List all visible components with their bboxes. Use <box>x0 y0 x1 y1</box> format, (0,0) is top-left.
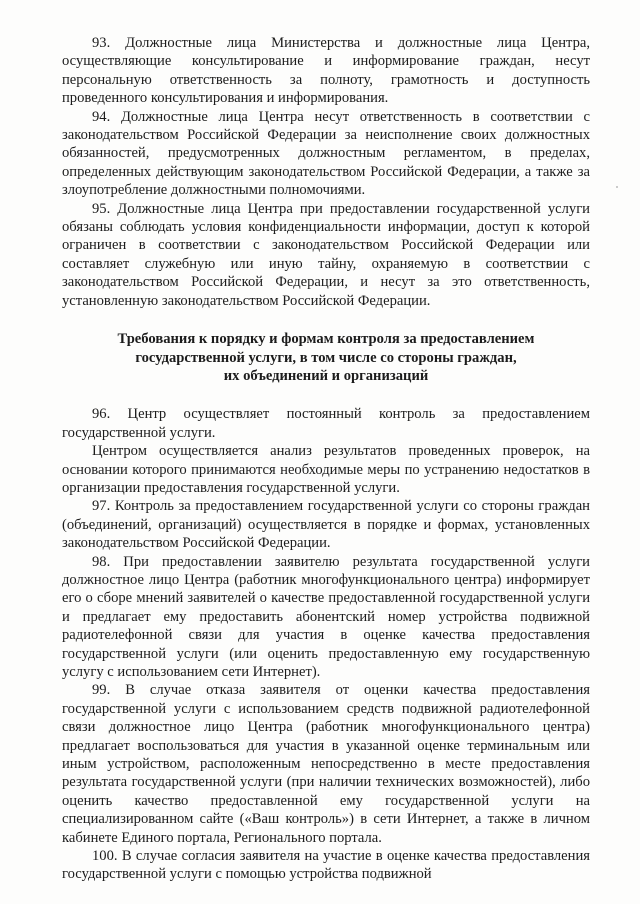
scan-speck <box>616 186 618 188</box>
paragraph-98: 98. При предоставлении заявителю результата государственной услуги должностное лицо Центра (работник многофункционального центра) информирует его о сборе мнений заявителей о качестве предоставленной государственной услуги и предлагает ему предоставить абонентский номер устройства подвижной радиотелефонной связи для участия в оценке качества предоставления государственной услуги (или оценить предоставленную ему государственную услугу с использованием сети Интернет). <box>62 553 590 680</box>
section-heading-line-1: Требования к порядку и формам контроля за предоставлением <box>117 331 535 348</box>
paragraph-99: 99. В случае отказа заявителя от оценки качества предоставления государственной услуги с использованием средств подвижной радиотелефонной связи должностное лицо Центра (работник многофункционального центра) предлагает воспользоваться для участия в указанной оценке терминальным или иным устройством, расположенным непосредственно в месте предоставления результата государственной услуги (при наличии технических возможностей), либо оценить качество предоставленной ему государственной услуги на специализированном сайте («Ваш контроль») в сети Интернет, а также в личном кабинете Единого портала, Регионального портала. <box>62 682 590 846</box>
paragraph-95: 95. Должностные лица Центра при предоставлении государственной услуги обязаны соблюдать условия конфиденциальности информации, доступ к которой ограничен в соответствии с законодательством Российской Федерации или составляет служебную или иную тайну, охраняемую в соответствии с законодательством Российской Федерации, и несут за это ответственность, установленную законодательством Российской Федерации. <box>62 200 590 309</box>
section-heading <box>62 330 590 385</box>
paragraph-97: 97. Контроль за предоставлением государственной услуги со стороны граждан (объединений, организаций) осуществляется в порядке и формах, установленных законодательством Российской Федерации. <box>62 498 590 552</box>
section-heading-line-3: их объединений и организаций <box>223 367 429 384</box>
paragraph-96-analysis: Центром осуществляется анализ результатов проведенных проверок, на основании которого принимаются необходимые меры по устранению недостатков в организации предоставления государственной услуги. <box>62 443 590 496</box>
section-heading-line-2: государственной услуги, в том числе со стороны граждан, <box>135 349 517 366</box>
paragraph-96: 96. Центр осуществляет постоянный контроль за предоставлением государственной услуги. <box>62 406 590 441</box>
paragraph-100: 100. В случае согласия заявителя на участие в оценке качества предоставления государственной услуги с помощью устройства подвижной <box>62 848 590 883</box>
paragraph-94: 94. Должностные лица Центра несут ответственность в соответствии с законодательством Российской Федерации за неисполнение своих должностных обязанностей, предусмотренных должностным регламентом, в пределах, определенных действующим законодательством Российской Федерации, а также за злоупотребление должностными полномочиями. <box>62 108 590 199</box>
paragraph-93: 93. Должностные лица Министерства и должностные лица Центра, осуществляющие консультирование и информирование граждан, несут персональную ответственность за полноту, грамотность и доступность проведенного консультирования и информирования. <box>62 35 590 107</box>
